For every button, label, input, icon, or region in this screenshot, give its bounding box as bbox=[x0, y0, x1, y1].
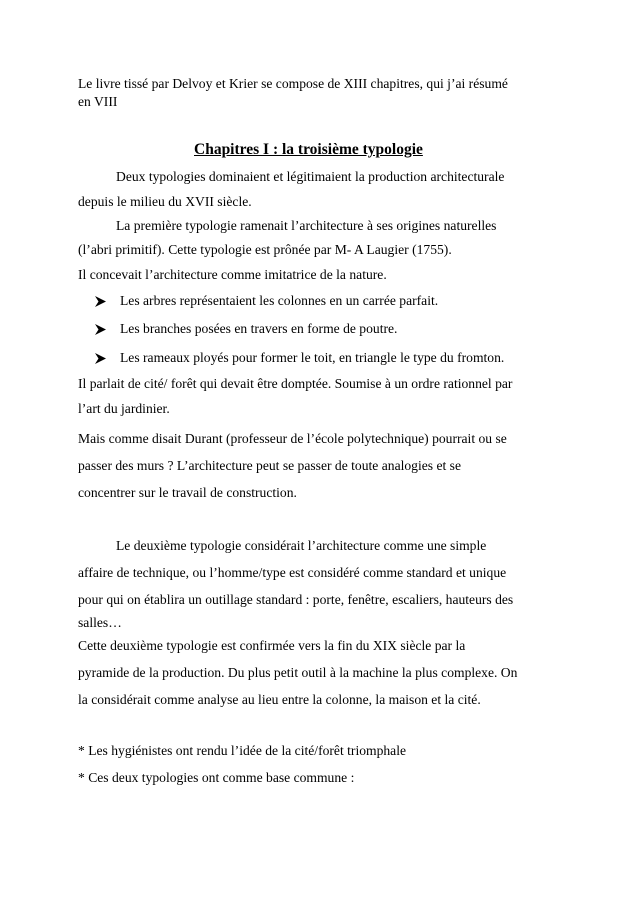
paragraph4-line-2: affaire de technique, ou l’homme/type est considéré comme standard et unique bbox=[78, 565, 507, 580]
arrowhead-bullet-icon bbox=[95, 349, 106, 367]
paragraph4-line-1: Le deuxième typologie considérait l’architecture comme une simple bbox=[116, 538, 487, 553]
intro-line-1: Le livre tissé par Delvoy et Krier se compose de XIII chapitres, qui j’ai résumé bbox=[78, 76, 508, 91]
bullet-item-3 bbox=[95, 349, 504, 367]
bullet-text-3: Les rameaux ployés pour former le toit, en triangle le type du fromton. bbox=[120, 350, 505, 365]
paragraph2-line-1: La première typologie ramenait l’architecture à ses origines naturelles bbox=[116, 218, 497, 233]
paragraph4-line-5: Cette deuxième typologie est confirmée vers la fin du XIX siècle par la bbox=[78, 638, 466, 653]
paragraph1-line-1: Deux typologies dominaient et légitimaient la production architecturale bbox=[116, 169, 505, 184]
paragraph1-line-2: depuis le milieu du XVII siècle. bbox=[78, 194, 252, 209]
arrowhead-bullet-icon bbox=[95, 292, 106, 310]
bullet-item-1 bbox=[95, 292, 438, 310]
paragraph2-line-3: Il concevait l’architecture comme imitatrice de la nature. bbox=[78, 267, 387, 282]
note-line-1: * Les hygiénistes ont rendu l’idée de la cité/forêt triomphale bbox=[78, 743, 407, 758]
paragraph4-line-6: pyramide de la production. Du plus petit outil à la machine la plus complexe. On bbox=[78, 665, 518, 680]
bullet-text-1: Les arbres représentaient les colonnes en un carrée parfait. bbox=[120, 293, 439, 308]
bullet-item-2 bbox=[95, 320, 397, 338]
arrowhead-bullet-icon bbox=[95, 320, 106, 338]
paragraph4-line-4: salles… bbox=[78, 615, 122, 630]
paragraph4-line-7: la considérait comme analyse au lieu entre la colonne, la maison et la cité. bbox=[78, 692, 481, 707]
paragraph2-line-2: (l’abri primitif). Cette typologie est prônée par M- A Laugier (1755). bbox=[78, 242, 452, 257]
intro-line-2: en VIII bbox=[78, 94, 118, 109]
paragraph3-line-4: passer des murs ? L’architecture peut se passer de toute analogies et se bbox=[78, 458, 462, 473]
paragraph3-line-3: Mais comme disait Durant (professeur de l’école polytechnique) pourrait ou se bbox=[78, 431, 507, 446]
note-line-2: * Ces deux typologies ont comme base commune : bbox=[78, 770, 355, 785]
paragraph3-line-2: l’art du jardinier. bbox=[78, 401, 170, 416]
paragraph3-line-5: concentrer sur le travail de construction. bbox=[78, 485, 297, 500]
paragraph4-line-3: pour qui on établira un outillage standard : porte, fenêtre, escaliers, hauteurs des bbox=[78, 592, 514, 607]
chapter-title: Chapitres I : la troisième typologie bbox=[194, 141, 423, 158]
paragraph3-line-1: Il parlait de cité/ forêt qui devait être domptée. Soumise à un ordre rationnel par bbox=[78, 376, 513, 391]
bullet-text-2: Les branches posées en travers en forme de poutre. bbox=[120, 321, 398, 336]
